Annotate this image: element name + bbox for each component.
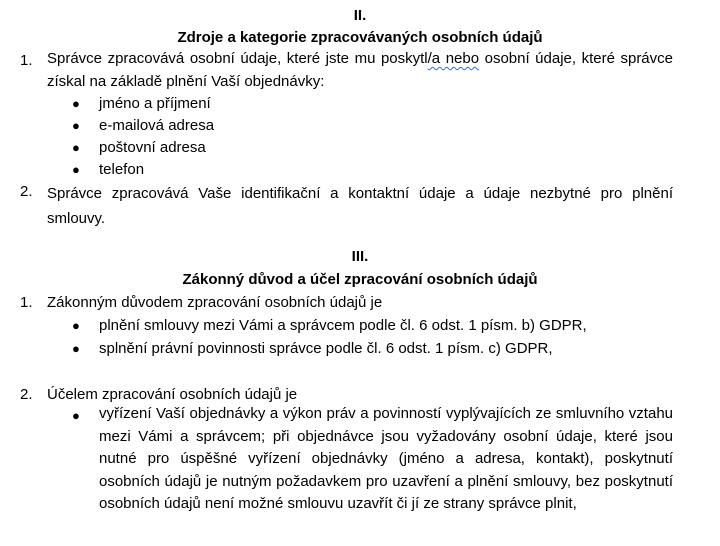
list-number: 1. bbox=[20, 294, 33, 311]
bullet-item: poštovní adresa bbox=[99, 139, 206, 156]
list-item-text: Účelem zpracování osobních údajů je bbox=[47, 386, 298, 403]
bullet-icon: ● bbox=[72, 162, 80, 177]
bullet-icon: ● bbox=[72, 96, 80, 111]
section-title: Zákonný důvod a účel zpracování osobních údajů bbox=[182, 271, 538, 288]
spellcheck-marked-text: /a nebo bbox=[427, 50, 480, 67]
bullet-item: e-mailová adresa bbox=[99, 117, 215, 134]
list-number: 2. bbox=[20, 386, 33, 403]
list-number: 1. bbox=[20, 52, 33, 69]
bullet-icon: ● bbox=[72, 318, 80, 333]
bullet-item: telefon bbox=[99, 161, 145, 178]
bullet-icon: ● bbox=[72, 140, 80, 155]
list-item-text: Zákonným důvodem zpracování osobních údajů je bbox=[47, 294, 383, 311]
list-number: 2. bbox=[20, 183, 33, 200]
text-fragment: Správce zpracovává osobní údaje, které jste mu poskytl bbox=[47, 50, 428, 67]
bullet-item: vyřízení Vaší objednávky a výkon práv a povinností vyplývajících ze smluvního vztahu mezi Vámi a správcem; při objednávce jsou vyžadovány osobní údaje, které jsou nutné pro úspěšné vyřízení objednávky (jméno a adresa, kontakt), poskytnutí osobních údajů je nutným požadavkem pro uzavření a plnění smlouvy, bez poskytnutí osobních údajů není možné smlouvu uzavřít či jí ze strany správce plnit, bbox=[99, 405, 673, 512]
bullet-item: plnění smlouvy mezi Vámi a správcem podle čl. 6 odst. 1 písm. b) GDPR, bbox=[99, 317, 587, 334]
bullet-item: jméno a příjmení bbox=[99, 95, 211, 112]
bullet-icon: ● bbox=[72, 341, 80, 356]
list-item-text: Správce zpracovává Vaše identifikační a kontaktní údaje a údaje nezbytné pro plnění smlouvy. bbox=[47, 185, 673, 227]
section-number: II. bbox=[353, 7, 367, 24]
bullet-icon: ● bbox=[72, 408, 80, 423]
bullet-icon: ● bbox=[72, 118, 80, 133]
bullet-item: splnění právní povinnosti správce podle čl. 6 odst. 1 písm. c) GDPR, bbox=[99, 340, 553, 357]
list-item-text bbox=[47, 48, 673, 93]
section-title: Zdroje a kategorie zpracovávaných osobních údajů bbox=[177, 29, 543, 46]
text-fragment: osobní údaje, které správce získal na základě plnění Vaší objednávky: bbox=[47, 50, 673, 90]
section-number: III. bbox=[351, 248, 369, 265]
